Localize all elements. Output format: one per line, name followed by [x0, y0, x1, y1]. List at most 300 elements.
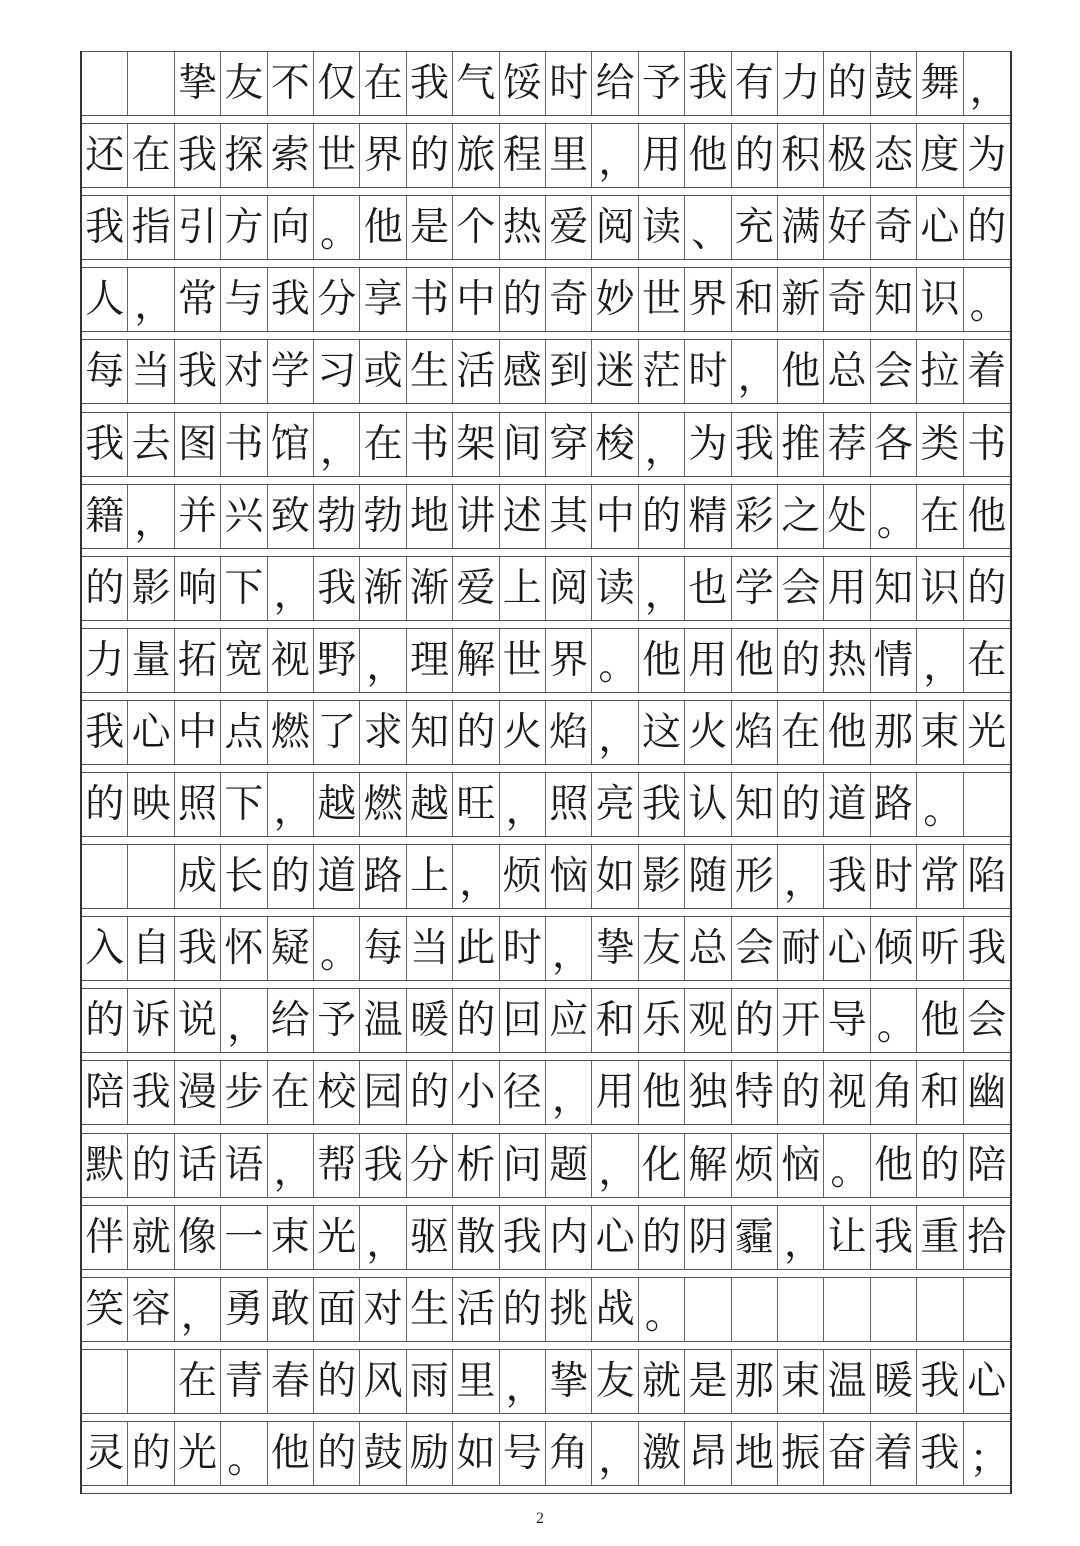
grid-cell: 。 [824, 1134, 870, 1197]
grid-cell: 我 [500, 1206, 546, 1269]
grid-cell: 与 [221, 268, 267, 331]
grid-row [82, 412, 1010, 477]
grid-cell: 或 [360, 340, 406, 403]
grid-cell: 友 [639, 917, 685, 980]
grid-cell: 野 [314, 629, 360, 692]
grid-cell: 充 [732, 196, 778, 259]
grid-cell: 求 [360, 701, 406, 764]
grid-cell: 里 [546, 124, 592, 187]
grid-cell: 量 [128, 629, 174, 692]
grid-cell: 间 [500, 413, 546, 476]
grid-cell: 茫 [639, 340, 685, 403]
grid-cell: 识 [917, 557, 963, 620]
grid-cell: 化 [639, 1134, 685, 1197]
grid-cell: 精 [685, 485, 731, 548]
grid-cell: ， [500, 773, 546, 836]
grid-cell: 束 [917, 701, 963, 764]
grid-cell: 幽 [967, 1070, 1007, 1116]
grid-cell: 知 [407, 701, 453, 764]
grid-cell: 步 [221, 1061, 267, 1124]
grid-cell: ， [128, 485, 174, 548]
grid-cell: 。 [917, 773, 963, 836]
grid-cell: 我 [175, 124, 221, 187]
grid-row [82, 1205, 1010, 1270]
grid-cell: ， [592, 701, 638, 764]
grid-cell: 内 [546, 1206, 592, 1269]
grid-cell: ， [917, 629, 963, 692]
grid-cell [964, 773, 1010, 836]
grid-cell: 他 [824, 701, 870, 764]
grid-row [82, 1349, 1010, 1414]
grid-cell: 每 [82, 340, 128, 403]
grid-cell: 特 [732, 1061, 778, 1124]
grid-cell: 旺 [453, 773, 499, 836]
grid-cell: 学 [732, 557, 778, 620]
grid-cell: 解 [685, 1134, 731, 1197]
grid-cell: 度 [917, 124, 963, 187]
grid-cell: 角 [546, 1422, 592, 1485]
grid-cell: 我 [732, 413, 778, 476]
grid-cell: 。 [871, 485, 917, 548]
grid-cell: 拾 [967, 1214, 1007, 1260]
grid-cell: 为 [967, 133, 1007, 179]
grid-cell: 时 [685, 340, 731, 403]
grid-cell: 世 [500, 629, 546, 692]
grid-cell: 对 [360, 1278, 406, 1341]
grid-cell: 享 [360, 268, 406, 331]
grid-cell: 、 [685, 196, 731, 259]
grid-cell: 界 [360, 124, 406, 187]
grid-cell: 拉 [917, 340, 963, 403]
grid-cell: 小 [453, 1061, 499, 1124]
grid-cell: 予 [314, 989, 360, 1052]
grid-cell: 我 [685, 52, 731, 115]
grid-cell: 好 [824, 196, 870, 259]
grid-cell: 满 [778, 196, 824, 259]
grid-cell: 妙 [592, 268, 638, 331]
grid-cell: 中 [175, 701, 221, 764]
grid-cell: 我 [82, 701, 128, 764]
grid-cell: 励 [407, 1422, 453, 1485]
grid-cell: 的 [967, 565, 1007, 611]
grid-cell [128, 845, 174, 908]
grid-cell: 容 [128, 1278, 174, 1341]
grid-cell: 应 [546, 989, 592, 1052]
grid-cell: 认 [685, 773, 731, 836]
grid-cell: 书 [407, 268, 453, 331]
grid-cell [128, 1350, 174, 1413]
grid-cell: 烦 [732, 1134, 778, 1197]
grid-cell: 的 [407, 124, 453, 187]
grid-cell: 我 [917, 1350, 963, 1413]
grid-cell: 怀 [221, 917, 267, 980]
grid-cell: 拓 [175, 629, 221, 692]
grid-cell: 题 [546, 1134, 592, 1197]
grid-cell: 心 [824, 917, 870, 980]
grid-cell: ， [592, 1422, 638, 1485]
grid-cell: 语 [221, 1134, 267, 1197]
grid-cell: 我 [407, 52, 453, 115]
grid-row [82, 339, 1010, 404]
grid-cell: 识 [917, 268, 963, 331]
grid-cell: 中 [592, 485, 638, 548]
grid-cell: 予 [639, 52, 685, 115]
grid-cell: 导 [824, 989, 870, 1052]
grid-cell: 给 [592, 52, 638, 115]
grid-cell: 舞 [917, 52, 963, 115]
grid-cell: 探 [221, 124, 267, 187]
grid-row [82, 1133, 1010, 1198]
grid-cell: 回 [500, 989, 546, 1052]
grid-cell: 烦 [500, 845, 546, 908]
grid-cell: 散 [453, 1206, 499, 1269]
grid-cell: ， [592, 124, 638, 187]
grid-cell: 的 [268, 845, 314, 908]
grid-cell: 。 [871, 989, 917, 1052]
grid-cell: 漫 [175, 1061, 221, 1124]
grid-cell: 分 [314, 268, 360, 331]
grid-row [82, 484, 1010, 549]
grid-cell: 热 [500, 196, 546, 259]
grid-cell: 的 [639, 485, 685, 548]
grid-cell: 那 [871, 701, 917, 764]
grid-cell: 书 [967, 421, 1007, 467]
grid-cell: 他 [360, 196, 406, 259]
grid-cell: 处 [824, 485, 870, 548]
grid-cell: 奇 [871, 196, 917, 259]
grid-cell: 到 [546, 340, 592, 403]
grid-cell: 在 [967, 637, 1007, 683]
grid-cell: 给 [268, 989, 314, 1052]
grid-cell: 生 [407, 1278, 453, 1341]
grid-cell: 类 [917, 413, 963, 476]
grid-row [82, 267, 1010, 332]
grid-cell: 下 [221, 773, 267, 836]
grid-cell: 心 [917, 196, 963, 259]
grid-cell: 总 [685, 917, 731, 980]
grid-cell: 并 [175, 485, 221, 548]
grid-cell: 极 [824, 124, 870, 187]
grid-cell: 理 [407, 629, 453, 692]
grid-cell: ， [500, 1350, 546, 1413]
grid-cell: 力 [82, 629, 128, 692]
grid-row [82, 772, 1010, 837]
grid-cell: ， [639, 557, 685, 620]
grid-cell: 勃 [360, 485, 406, 548]
grid-cell: 在 [268, 1061, 314, 1124]
grid-cell: 他 [268, 1422, 314, 1485]
grid-cell: 的 [500, 1278, 546, 1341]
grid-cell: 的 [778, 773, 824, 836]
grid-cell: 他 [967, 493, 1007, 539]
grid-cell: 渐 [360, 557, 406, 620]
grid-cell: 有 [732, 52, 778, 115]
grid-cell: 随 [685, 845, 731, 908]
grid-cell: ， [268, 557, 314, 620]
grid-cell: 学 [268, 340, 314, 403]
grid-cell: 面 [314, 1278, 360, 1341]
grid-cell: 他 [639, 629, 685, 692]
grid-cell: 。 [314, 196, 360, 259]
grid-cell: 爱 [546, 196, 592, 259]
grid-cell: 个 [453, 196, 499, 259]
grid-row [82, 628, 1010, 693]
grid-cell: ， [778, 1206, 824, 1269]
grid-cell: 生 [407, 340, 453, 403]
grid-cell: 习 [314, 340, 360, 403]
grid-cell: 鼓 [871, 52, 917, 115]
grid-cell: 青 [221, 1350, 267, 1413]
grid-cell: 也 [685, 557, 731, 620]
grid-cell: 新 [778, 268, 824, 331]
grid-cell: 析 [453, 1134, 499, 1197]
grid-cell: 的 [82, 557, 128, 620]
grid-cell: 。 [221, 1422, 267, 1485]
grid-cell: 旅 [453, 124, 499, 187]
grid-cell: 影 [639, 845, 685, 908]
grid-cell: 乐 [639, 989, 685, 1052]
grid-cell: 帮 [314, 1134, 360, 1197]
grid-cell: 友 [592, 1350, 638, 1413]
grid-cell: 挚 [546, 1350, 592, 1413]
page-number: 2 [536, 1510, 544, 1527]
grid-row [82, 700, 1010, 765]
grid-cell: 入 [82, 917, 128, 980]
grid-cell: 和 [917, 1061, 963, 1124]
grid-cell: 燃 [360, 773, 406, 836]
grid-cell: 界 [685, 268, 731, 331]
grid-cell: 角 [871, 1061, 917, 1124]
grid-cell: ， [221, 989, 267, 1052]
grid-cell: 向 [268, 196, 314, 259]
grid-cell: 奇 [824, 268, 870, 331]
grid-cell: 力 [778, 52, 824, 115]
grid-cell: ， [128, 268, 174, 331]
grid-cell: 话 [175, 1134, 221, 1197]
grid-cell: ， [778, 845, 824, 908]
grid-cell: 春 [268, 1350, 314, 1413]
grid-cell: 宽 [221, 629, 267, 692]
grid-cell: 温 [360, 989, 406, 1052]
grid-row [82, 195, 1010, 260]
grid-cell: 挚 [175, 52, 221, 115]
grid-cell: 战 [592, 1278, 638, 1341]
grid-cell: 勃 [314, 485, 360, 548]
grid-cell: 程 [500, 124, 546, 187]
grid-cell: 的 [500, 268, 546, 331]
grid-cell: 观 [685, 989, 731, 1052]
grid-cell [732, 1278, 778, 1341]
grid-cell: 常 [917, 845, 963, 908]
grid-row [82, 844, 1010, 909]
grid-cell: 人 [82, 268, 128, 331]
grid-cell: 的 [967, 205, 1007, 251]
grid-cell: 我 [871, 1206, 917, 1269]
grid-cell: 心 [967, 1358, 1007, 1404]
grid-cell: 方 [221, 196, 267, 259]
grid-cell: 越 [314, 773, 360, 836]
grid-row [82, 988, 1010, 1053]
grid-cell: 心 [592, 1206, 638, 1269]
grid-cell: 兴 [221, 485, 267, 548]
grid-cell: 成 [175, 845, 221, 908]
grid-cell: 馁 [500, 52, 546, 115]
grid-cell: 暖 [407, 989, 453, 1052]
grid-cell: 下 [221, 557, 267, 620]
grid-cell: 讲 [453, 485, 499, 548]
grid-cell: 号 [500, 1422, 546, 1485]
grid-cell: 的 [314, 1350, 360, 1413]
grid-cell: 陷 [967, 854, 1007, 900]
grid-row [82, 916, 1010, 981]
grid-cell: 书 [221, 413, 267, 476]
grid-cell: 在 [175, 1350, 221, 1413]
grid-cell: 爱 [453, 557, 499, 620]
grid-cell: 馆 [268, 413, 314, 476]
grid-cell: 灵 [82, 1422, 128, 1485]
grid-cell: 的 [407, 1061, 453, 1124]
grid-cell: 振 [778, 1422, 824, 1485]
grid-cell: 光 [967, 709, 1007, 755]
grid-cell: 激 [639, 1422, 685, 1485]
grid-cell: 。 [639, 1278, 685, 1341]
grid-cell: 的 [82, 989, 128, 1052]
grid-cell: 态 [871, 124, 917, 187]
grid-cell: 点 [221, 701, 267, 764]
composition-grid-paper [80, 51, 1012, 1494]
grid-cell: 当 [128, 340, 174, 403]
grid-cell: 道 [314, 845, 360, 908]
grid-cell: 光 [314, 1206, 360, 1269]
grid-cell: 的 [128, 1422, 174, 1485]
grid-cell: 让 [824, 1206, 870, 1269]
grid-cell: 的 [453, 701, 499, 764]
grid-cell: 在 [778, 701, 824, 764]
grid-cell: 在 [360, 52, 406, 115]
grid-cell: ， [175, 1278, 221, 1341]
grid-cell: 问 [500, 1134, 546, 1197]
grid-cell: 知 [732, 773, 778, 836]
grid-cell: 他 [778, 340, 824, 403]
grid-cell: 驱 [407, 1206, 453, 1269]
grid-cell: 一 [221, 1206, 267, 1269]
grid-cell: 就 [128, 1206, 174, 1269]
grid-cell: ， [546, 917, 592, 980]
grid-cell: 就 [639, 1350, 685, 1413]
grid-cell: 是 [407, 196, 453, 259]
grid-row [82, 1277, 1010, 1342]
grid-cell: 亮 [592, 773, 638, 836]
grid-cell: 鼓 [360, 1422, 406, 1485]
grid-cell: 指 [128, 196, 174, 259]
grid-cell: 陪 [967, 1142, 1007, 1188]
grid-cell: 我 [639, 773, 685, 836]
grid-cell: 的 [639, 1206, 685, 1269]
grid-cell: 那 [732, 1350, 778, 1413]
grid-cell: 恼 [778, 1134, 824, 1197]
grid-cell: 各 [871, 413, 917, 476]
grid-cell: 我 [175, 340, 221, 403]
grid-cell: 我 [824, 845, 870, 908]
grid-cell: 引 [175, 196, 221, 259]
grid-row [82, 1421, 1010, 1486]
grid-cell: 敢 [268, 1278, 314, 1341]
grid-cell: 之 [778, 485, 824, 548]
grid-cell: 述 [500, 485, 546, 548]
grid-cell: 道 [824, 773, 870, 836]
grid-cell: 陪 [82, 1061, 128, 1124]
grid-cell: 束 [268, 1206, 314, 1269]
grid-cell: 会 [871, 340, 917, 403]
grid-cell: 读 [592, 557, 638, 620]
grid-cell: 独 [685, 1061, 731, 1124]
grid-cell: ， [268, 773, 314, 836]
grid-cell [82, 845, 128, 908]
grid-cell: 伴 [82, 1206, 128, 1269]
grid-cell [82, 1350, 128, 1413]
grid-cell: 影 [128, 557, 174, 620]
grid-cell: 时 [546, 52, 592, 115]
grid-cell: 迷 [592, 340, 638, 403]
grid-cell: ， [732, 340, 778, 403]
grid-cell: 默 [82, 1134, 128, 1197]
grid-cell: ， [453, 845, 499, 908]
grid-cell: 荐 [824, 413, 870, 476]
grid-cell: 。 [314, 917, 360, 980]
grid-cell: 时 [871, 845, 917, 908]
grid-cell: 阅 [592, 196, 638, 259]
grid-cell: 热 [824, 629, 870, 692]
grid-cell: 的 [314, 1422, 360, 1485]
grid-cell: 架 [453, 413, 499, 476]
grid-cell: 是 [685, 1350, 731, 1413]
grid-cell: 重 [917, 1206, 963, 1269]
grid-cell: 的 [82, 773, 128, 836]
grid-cell: 致 [268, 485, 314, 548]
grid-cell: 越 [407, 773, 453, 836]
grid-cell: 形 [732, 845, 778, 908]
grid-cell [128, 52, 174, 115]
grid-cell: 的 [732, 989, 778, 1052]
grid-cell: 渐 [407, 557, 453, 620]
grid-cell: 着 [871, 1422, 917, 1485]
grid-cell: 视 [268, 629, 314, 692]
grid-cell: 推 [778, 413, 824, 476]
grid-cell: ， [360, 1206, 406, 1269]
grid-cell: 用 [592, 1061, 638, 1124]
grid-cell: 的 [778, 629, 824, 692]
grid-cell: ， [592, 1134, 638, 1197]
grid-cell: 常 [175, 268, 221, 331]
grid-cell: 我 [967, 926, 1007, 972]
grid-cell: 耐 [778, 917, 824, 980]
grid-cell: 了 [314, 701, 360, 764]
grid-cell: 昂 [685, 1422, 731, 1485]
grid-cell: 索 [268, 124, 314, 187]
grid-cell: 用 [639, 124, 685, 187]
grid-cell: 的 [778, 1061, 824, 1124]
grid-cell: 当 [407, 917, 453, 980]
grid-cell: 世 [314, 124, 360, 187]
grid-cell [871, 1278, 917, 1341]
grid-cell: 说 [175, 989, 221, 1052]
grid-cell: 着 [967, 349, 1007, 395]
grid-cell: 像 [175, 1206, 221, 1269]
grid-cell: 阅 [546, 557, 592, 620]
grid-cell: 路 [871, 773, 917, 836]
grid-row [82, 123, 1010, 188]
grid-cell [964, 1278, 1010, 1341]
